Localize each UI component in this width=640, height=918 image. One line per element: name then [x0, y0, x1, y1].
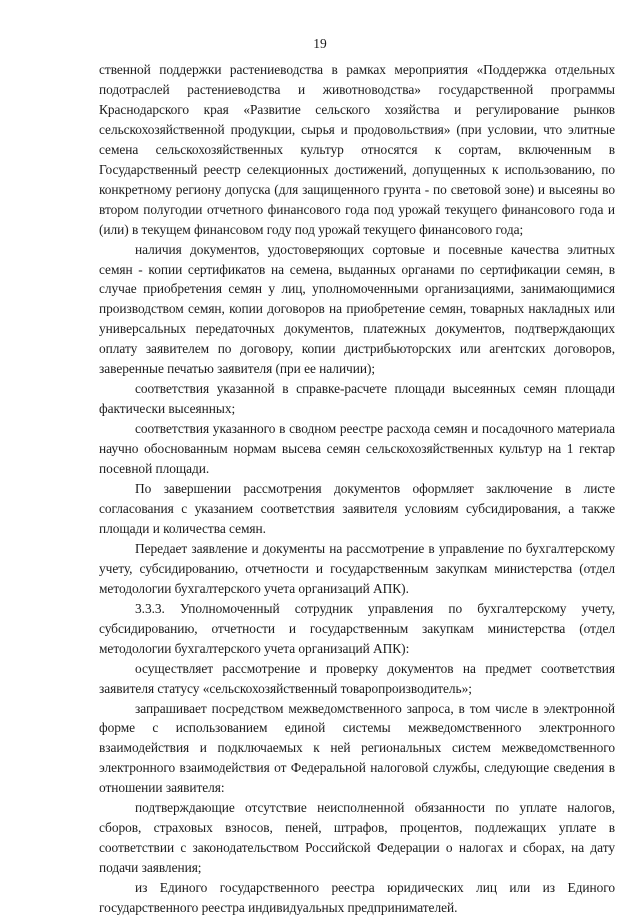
paragraph-3: соответствия указанной в справке-расчете площади высеянных семян площади фактически высеянных;: [99, 381, 615, 417]
paragraph-10: подтверждающие отсутствие неисполненной обязанности по уплате налогов, сборов, страховых взносов, пеней, штрафов, процентов, подлежащих уплате в соответствии с законодательством Российской Федерации о налогах и сборах, на дату подачи заявления;: [99, 800, 615, 876]
page-number: 19: [313, 36, 327, 51]
body-text: [99, 60, 615, 918]
paragraph-8: осуществляет рассмотрение и проверку документов на предмет соответствия заявителя статусу «сельскохозяйственный товаропроизводитель»;: [99, 660, 615, 696]
paragraph-1: ственной поддержки растениеводства в рамках мероприятия «Поддержка отдельных подотраслей растениеводства и животноводства» государственной программы Краснодарского края «Развитие сельского хозяйства и регулирование рынков сельскохозяйственной продукции, сырья и продовольствия» (при условии, что элитные семена сельскохозяйственных культур относятся к сортам, включенным в Государственный реестр селекционных достижений, допущенных к использованию, по конкретному региону допуска (для защищенного грунта - по световой зоне) и высеяны во втором полугодии отчетного финансового года под урожай текущего финансового года и (или) в текущем финансовом году под урожай текущего финансового года;: [99, 62, 615, 237]
paragraph-2: наличия документов, удостоверяющих сортовые и посевные качества элитных семян - копии сертификатов на семена, выданных органами по сертификации семян, в случае приобретения семян у лиц, уполномоченными организациями, занимающимися производством семян, копии договоров на приобретение семян, товарных накладных или универсальных передаточных документов, платежных документов, подтверждающих оплату заявителем по договору, копии дистрибьюторских или агентских договоров, заверенные печатью заявителя (при ее наличии);: [99, 241, 615, 377]
paragraph-4: соответствия указанного в сводном реестре расхода семян и посадочного материала научно обоснованным нормам высева семян сельскохозяйственных культур на 1 гектар посевной площади.: [99, 421, 615, 477]
paragraph-11: из Единого государственного реестра юридических лиц или из Единого государственного реестра индивидуальных предпринимателей.: [99, 880, 615, 916]
paragraph-9: запрашивает посредством межведомственного запроса, в том числе в электронной форме с использованием единой системы межведомственного электронного взаимодействия и подключаемых к ней региональных систем межведомственного электронного взаимодействия от Федеральной налоговой службы, следующие сведения в отношении заявителя:: [99, 700, 615, 796]
paragraph-7: 3.3.3. Уполномоченный сотрудник управления по бухгалтерскому учету, субсидированию, отчетности и государственным закупкам министерства (отдел методологии бухгалтерского учета организаций АПК):: [99, 600, 615, 656]
paragraph-5: По завершении рассмотрения документов оформляет заключение в листе согласования с указанием соответствия заявителя условиям субсидирования, а также площади и количества семян.: [99, 481, 615, 536]
paragraph-6: Передает заявление и документы на рассмотрение в управление по бухгалтерскому учету, субсидированию, отчетности и государственным закупкам министерства (отдел методологии бухгалтерского учета организаций АПК).: [99, 540, 615, 596]
